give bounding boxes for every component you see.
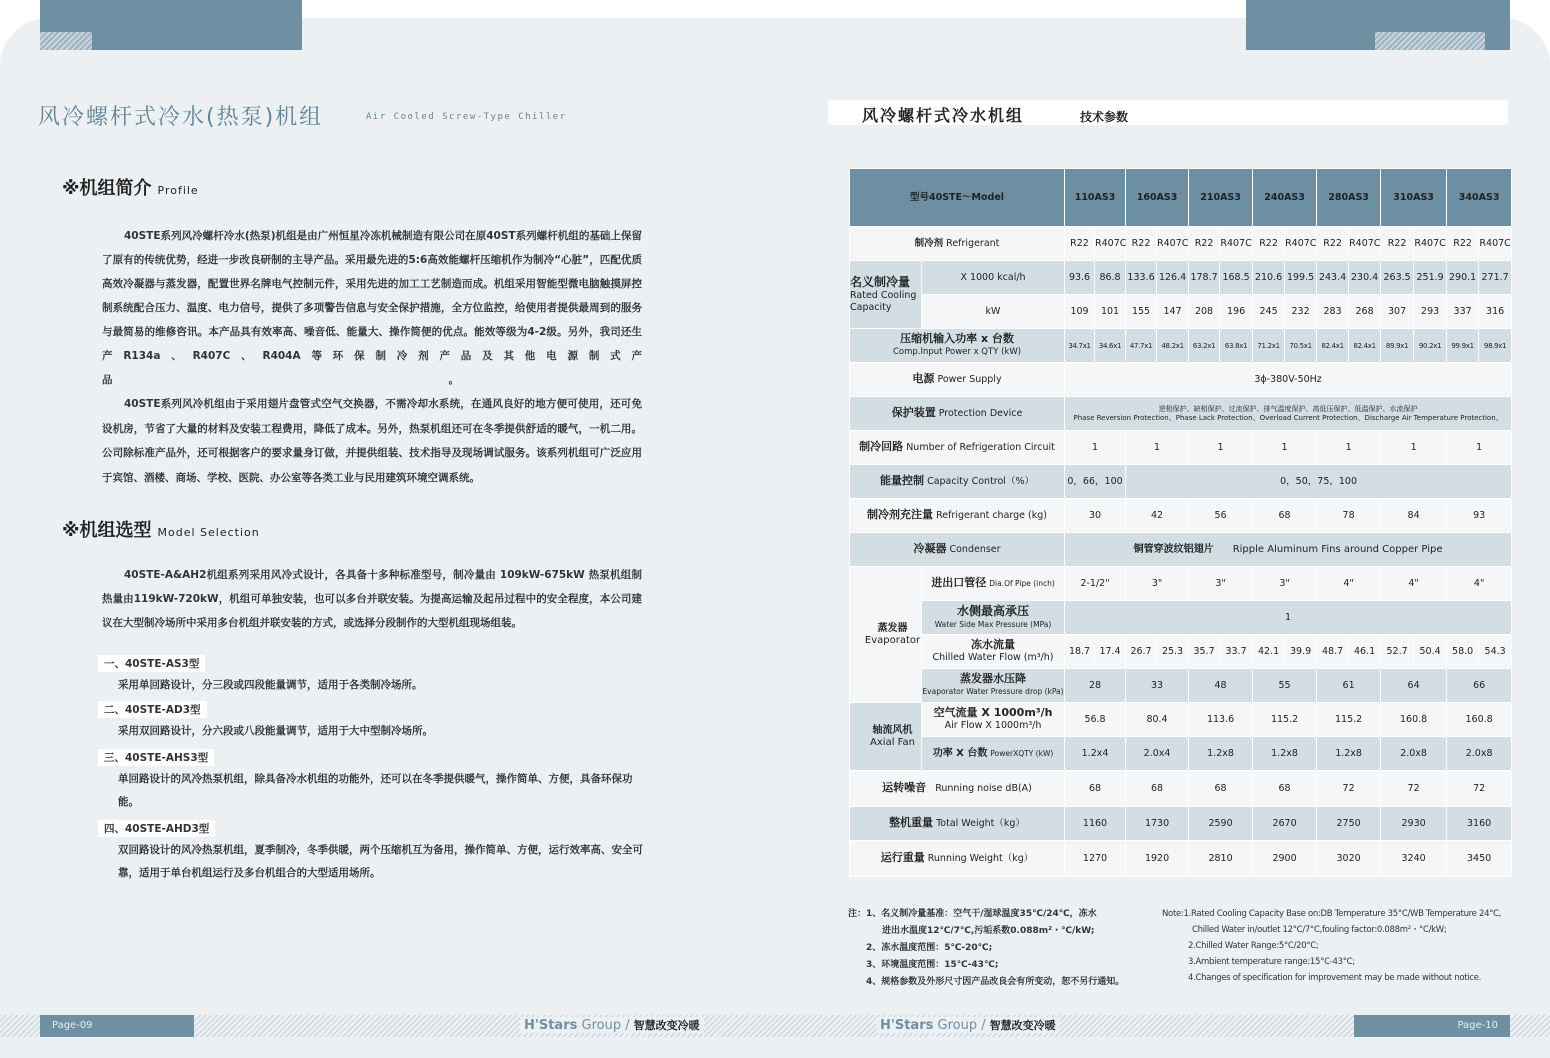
table-cell: 68 [1189,771,1253,807]
table-cell: 243.4 [1317,261,1349,295]
table-cell: 178.7 [1189,261,1220,295]
table-cell: 1.2x8 [1317,737,1381,771]
table-cell: 1.2x8 [1253,737,1317,771]
left-page-title-en: Air Cooled Screw-Type Chiller [366,112,567,122]
footer-hatch-right [1510,1015,1550,1037]
table-cell: 210.6 [1253,261,1285,295]
table-cell: 2590 [1189,807,1253,841]
unit-label: X 1000 kcal/h [922,261,1065,295]
table-cell: 293 [1414,295,1447,329]
table-cell: R407C [1285,227,1317,261]
table-cell: 93.6 [1065,261,1095,295]
table-cell: 3" [1189,567,1253,601]
table-cell: 68 [1253,499,1317,533]
model-name: 240AS3 [1253,169,1317,227]
table-cell: 1 [1253,431,1317,465]
footer-hatch-left [0,1015,40,1037]
table-cell: 33 [1126,669,1189,703]
row-label: 运转噪音 Running noise dB(A) [850,771,1065,807]
table-cell: 28 [1065,669,1126,703]
table-cell: 3" [1253,567,1317,601]
right-page-subtitle: 技术参数 [1080,110,1129,124]
cooling-kw-row [850,295,1512,329]
table-cell: R22 [1126,227,1157,261]
left-page-title: 风冷螺杆式冷水(热泵)机组 [38,105,324,130]
sub-label: 冻水流量 Chilled Water Flow (m³/h) [922,635,1065,669]
table-cell: 93 [1447,499,1512,533]
table-cell: 232 [1285,295,1317,329]
table-cell: 56.8 [1065,703,1126,737]
table-cell: 4" [1317,567,1381,601]
table-cell: 逆相保护、缺相保护、过流保护、排气温度保护、高低压保护、低温保护、水流保护 Phase Reversion Protection、Phase Lack Protection、Overload Current Protection、Discharge Air Temperature Protection、 [1065,397,1512,431]
spec-table [849,168,1512,877]
table-cell: 48.7 [1317,635,1349,669]
evaporator-label: 蒸发器 Evaporator [850,567,922,703]
table-cell: R407C [1157,227,1189,261]
table-cell: 2810 [1189,841,1253,877]
row-label: 冷凝器 Condenser [850,533,1065,567]
table-cell: 72 [1381,771,1447,807]
protection-row [850,397,1512,431]
table-cell: 208 [1189,295,1220,329]
table-cell: 47.7x1 [1126,329,1157,363]
table-cell: R407C [1095,227,1126,261]
table-cell: 48 [1189,669,1253,703]
footer-brand-left: H'Stars Group / 智慧改变冷暖 [520,1017,704,1033]
table-cell: R407C [1414,227,1447,261]
row-label: 能量控制 Capacity Control（%） [850,465,1065,499]
table-cell: 25.3 [1157,635,1189,669]
table-cell: R22 [1253,227,1285,261]
power-supply-row [850,363,1512,397]
table-cell: 90.2x1 [1414,329,1447,363]
type-item: 一、40STE-AS3型 采用单回路设计，分三段或四段能量调节，适用于各类制冷场所。 [98,655,643,697]
table-cell: 30 [1065,499,1126,533]
table-cell: 0，66，100 [1065,465,1126,499]
table-cell: 109 [1065,295,1095,329]
table-cell: 2.0x4 [1126,737,1189,771]
table-cell: 155 [1126,295,1157,329]
table-cell: 1 [1381,431,1447,465]
water-flow-row [850,635,1512,669]
profile-paragraph-1: 40STE系列风冷螺杆冷水(热泵)机组是由广州恒星冷冻机械制造有限公司在原40ST系列螺杆机组的基础上保留了原有的传统优势，经进一步改良研制的主导产品。采用最先进的5:6高效能螺杆压缩机作为制冷“心脏”，匹配优质高效冷凝器与蒸发器，配置世界名牌电气控制元件，采用先进的加工工艺制造而成。机组采用智能型微电脑触摸屏控制系统配合压力、温度、电力信号，提供了多项警告信息与安全保护措施，全方位监控，给使用者提供最周到的服务与最简易的维修咨讯。本产品具有效率高、噪音低、能量大、操作简便的优点。能效等级为4-2级。另外，我司还生产R134a、R407C、R404A等环保制冷剂产品及其他电源制式产品 。 [102,230,642,386]
sub-label: 水侧最高承压 Water Side Max Pressure (MPa) [922,601,1065,635]
table-cell: 230.4 [1349,261,1381,295]
input-power-row [850,329,1512,363]
sub-label: 空气流量 X 1000m³/h Air Flow X 1000m³/h [922,703,1065,737]
table-cell: 48.2x1 [1157,329,1189,363]
table-cell: 1 [1317,431,1381,465]
table-cell: 33.7 [1220,635,1253,669]
table-cell: 3450 [1447,841,1512,877]
running-weight-row [850,841,1512,877]
table-cell: R407C [1479,227,1512,261]
charge-row [850,499,1512,533]
table-cell: 72 [1317,771,1381,807]
table-cell: 1 [1065,431,1126,465]
table-cell: 337 [1447,295,1479,329]
table-cell: R407C [1220,227,1253,261]
table-cell: 147 [1157,295,1189,329]
pipe-row [850,567,1512,601]
table-cell: 3020 [1317,841,1381,877]
left-header-hatch [40,32,92,50]
table-cell: 98.9x1 [1479,329,1512,363]
table-cell: 3" [1126,567,1189,601]
table-cell: 42 [1126,499,1189,533]
table-cell: 63.8x1 [1220,329,1253,363]
table-cell: 99.9x1 [1447,329,1479,363]
table-cell: 82.4x1 [1349,329,1381,363]
table-cell: 17.4 [1095,635,1126,669]
table-cell: 1730 [1126,807,1189,841]
table-cell: 160.8 [1381,703,1447,737]
table-cell: 42.1 [1253,635,1285,669]
table-cell: 1920 [1126,841,1189,877]
table-cell: R22 [1065,227,1095,261]
table-cell: 54.3 [1479,635,1512,669]
row-label: 电源 Power Supply [850,363,1065,397]
table-cell: 2900 [1253,841,1317,877]
table-cell: 0，50，75，100 [1126,465,1512,499]
table-cell: 78 [1317,499,1381,533]
table-cell: 68 [1253,771,1317,807]
refrigerant-row [850,227,1512,261]
table-cell: 3240 [1381,841,1447,877]
table-cell: 1.2x8 [1189,737,1253,771]
table-cell: 86.8 [1095,261,1126,295]
table-cell: 245 [1253,295,1285,329]
table-cell: 1 [1065,601,1512,635]
table-cell: 2670 [1253,807,1317,841]
table-cell: 115.2 [1317,703,1381,737]
row-label: 制冷剂 Refrigerant [850,227,1065,261]
table-cell: 66 [1447,669,1512,703]
table-cell: 84 [1381,499,1447,533]
table-cell: 168.5 [1220,261,1253,295]
table-cell: 2-1/2" [1065,567,1126,601]
table-cell: 251.9 [1414,261,1447,295]
table-cell: 34.7x1 [1065,329,1095,363]
circuit-row [850,431,1512,465]
condenser-row [850,533,1512,567]
table-cell: 4" [1447,567,1512,601]
table-cell: 196 [1220,295,1253,329]
table-cell: 64 [1381,669,1447,703]
table-cell: 58.0 [1447,635,1479,669]
selection-paragraph: 40STE-A&AH2机组系列采用风冷式设计，各具备十多种标准型号，制冷量由 109kW-675kW 热泵机组制热量由119kW-720kW，机组可单独安装，也可以多台并联安装。为提高运输及起吊过程中的安全程度，本公司建议在大型制冷场所中采用多台机组并联安装的方式，或选择分段制作的大型机组现场组装。 [102,569,642,629]
row-label: 保护装置 Protection Device [850,397,1065,431]
sub-label: 进出口管径 Dia.Of Pipe (inch) [922,567,1065,601]
notes-chinese: 注：1、名义制冷量基准：空气干/湿球温度35℃/24℃，冻水 进出水温度12℃/7℃,污垢系数0.088m²・℃/kW; 2、冻水温度范围：5℃-20℃; 3、环境温度范围：15℃-43℃; 4、规格参数及外形尺寸因产品改良会有所变动，恕不另行通知。 [848,909,1125,987]
table-cell: 70.5x1 [1285,329,1317,363]
table-cell: 307 [1381,295,1414,329]
table-cell: 2.0x8 [1447,737,1512,771]
table-cell: 271.7 [1479,261,1512,295]
table-cell: 268 [1349,295,1381,329]
right-page-title: 风冷螺杆式冷水机组 [862,106,1025,125]
table-cell: 80.4 [1126,703,1189,737]
fan-power-row [850,737,1512,771]
table-cell: 1 [1447,431,1512,465]
selection-heading: ※机组选型 Model Selection [62,520,260,541]
model-name: 110AS3 [1065,169,1126,227]
noise-row [850,771,1512,807]
cooling-kcal-row [850,261,1512,295]
model-name: 280AS3 [1317,169,1381,227]
table-cell: 1 [1126,431,1189,465]
sub-label: 蒸发器水压降 Evaporator Water Pressure drop (kPa) [922,669,1065,703]
table-cell: 3ϕ-380V-50Hz [1065,363,1512,397]
air-flow-row [850,703,1512,737]
model-name: 210AS3 [1189,169,1253,227]
table-header-row [850,169,1512,227]
table-cell: 52.7 [1381,635,1414,669]
table-cell: 铜管穿波纹铝翅片 Ripple Aluminum Fins around Copper Pipe [1065,533,1512,567]
table-cell: 2930 [1381,807,1447,841]
table-cell: R22 [1189,227,1220,261]
cooling-label: 名义制冷量 Rated Cooling Capacity [850,261,922,329]
table-cell: 63.2x1 [1189,329,1220,363]
row-label: 压缩机输入功率 x 台数 Comp.Input Power x QTY (kW) [850,329,1065,363]
type-item: 二、40STE-AD3型 采用双回路设计，分六段或八段能量调节，适用于大中型制冷场所。 [98,701,643,743]
table-cell: 72 [1447,771,1512,807]
type-item: 四、40STE-AHD3型 双回路设计的风冷热泵机组，夏季制冷，冬季供暖，两个压缩机互为备用，操作简单、方便，运行效率高、安全可靠，适用于单台机组运行及多台机组合的大型适用场所。 [98,820,643,885]
table-cell: 199.5 [1285,261,1317,295]
table-cell: 160.8 [1447,703,1512,737]
table-cell: R22 [1317,227,1349,261]
table-cell: 39.9 [1285,635,1317,669]
row-label: 运行重量 Running Weight（kg） [850,841,1065,877]
table-cell: 126.4 [1157,261,1189,295]
profile-heading: ※机组简介 Profile [62,178,199,199]
model-label: 型号40STE～Model [850,169,1065,227]
table-cell: 2750 [1317,807,1381,841]
table-cell: 56 [1189,499,1253,533]
table-cell: 61 [1317,669,1381,703]
table-cell: 89.9x1 [1381,329,1414,363]
model-name: 160AS3 [1126,169,1189,227]
table-cell: 68 [1065,771,1126,807]
table-cell: 68 [1126,771,1189,807]
type-item: 三、40STE-AHS3型 单回路设计的风冷热泵机组，除具备冷水机组的功能外，还可以在冬季提供暖气，操作简单、方便，具备环保功能。 [98,749,643,814]
unit-label: kW [922,295,1065,329]
row-label: 制冷剂充注量 Refrigerant charge (kg) [850,499,1065,533]
table-cell: 18.7 [1065,635,1095,669]
table-cell: 101 [1095,295,1126,329]
table-cell: 290.1 [1447,261,1479,295]
table-cell: 2.0x8 [1381,737,1447,771]
right-header-hatch [1375,32,1485,50]
table-cell: 50.4 [1414,635,1447,669]
table-cell: 113.6 [1189,703,1253,737]
table-cell: R22 [1381,227,1414,261]
table-cell: 316 [1479,295,1512,329]
table-cell: 3160 [1447,807,1512,841]
footer-hatch-center [194,1015,1354,1037]
table-cell: 55 [1253,669,1317,703]
table-cell: 1160 [1065,807,1126,841]
profile-paragraph-2: 40STE系列风冷机组由于采用翅片盘管式空气交换器，不需冷却水系统，在通风良好的地方便可使用，还可免设机房，节省了大量的材料及安装工程费用，降低了成本。另外，热泵机组还可在冬季提供舒适的暖气，一机二用。公司除标准产品外，还可根据客户的要求量身订做，并提供组装、技术指导及现场调试服务。该系列机组可广泛应用于宾馆、酒楼、商场、学校、医院、办公室等各类工业与民用建筑环境空调系统。 [102,398,642,484]
table-cell: 71.2x1 [1253,329,1285,363]
table-cell: 133.6 [1126,261,1157,295]
pressure-drop-row [850,669,1512,703]
table-cell: 1.2x4 [1065,737,1126,771]
left-page-number: Page-09 [40,1015,194,1037]
table-cell: 115.2 [1253,703,1317,737]
table-cell: 1270 [1065,841,1126,877]
water-pressure-row [850,601,1512,635]
table-cell: 4" [1381,567,1447,601]
table-cell: R407C [1349,227,1381,261]
model-name: 340AS3 [1447,169,1512,227]
table-cell: 26.7 [1126,635,1157,669]
table-cell: 35.7 [1189,635,1220,669]
table-cell: 82.4x1 [1317,329,1349,363]
table-cell: R22 [1447,227,1479,261]
sub-label: 功率 X 台数 PowerXQTY (kW) [922,737,1065,771]
weight-row [850,807,1512,841]
table-cell: 34.6x1 [1095,329,1126,363]
notes-english: Note:1.Rated Cooling Capacity Base on:DB Temperature 35°C/WB Temperature 24°C, Chilled Water in/outlet 12°C/7°C,fouling factor:0.088m²・°C/kW; 2.Chilled Water Range:5°C/20°C; 3.Ambient temperature range:15°C-43°C; 4.Changes of specification for improvement may be made without notice. [1162,909,1502,983]
row-label: 整机重量 Total Weight（kg） [850,807,1065,841]
table-cell: 283 [1317,295,1349,329]
right-page-number: Page-10 [1354,1015,1510,1037]
table-cell: 46.1 [1349,635,1381,669]
capacity-row [850,465,1512,499]
model-name: 310AS3 [1381,169,1447,227]
fan-label: 轴流风机 Axial Fan [850,703,922,771]
table-cell: 1 [1189,431,1253,465]
row-label: 制冷回路 Number of Refrigeration Circuit [850,431,1065,465]
footer-brand-right: H'Stars Group / 智慧改变冷暖 [876,1017,1060,1033]
table-cell: 263.5 [1381,261,1414,295]
